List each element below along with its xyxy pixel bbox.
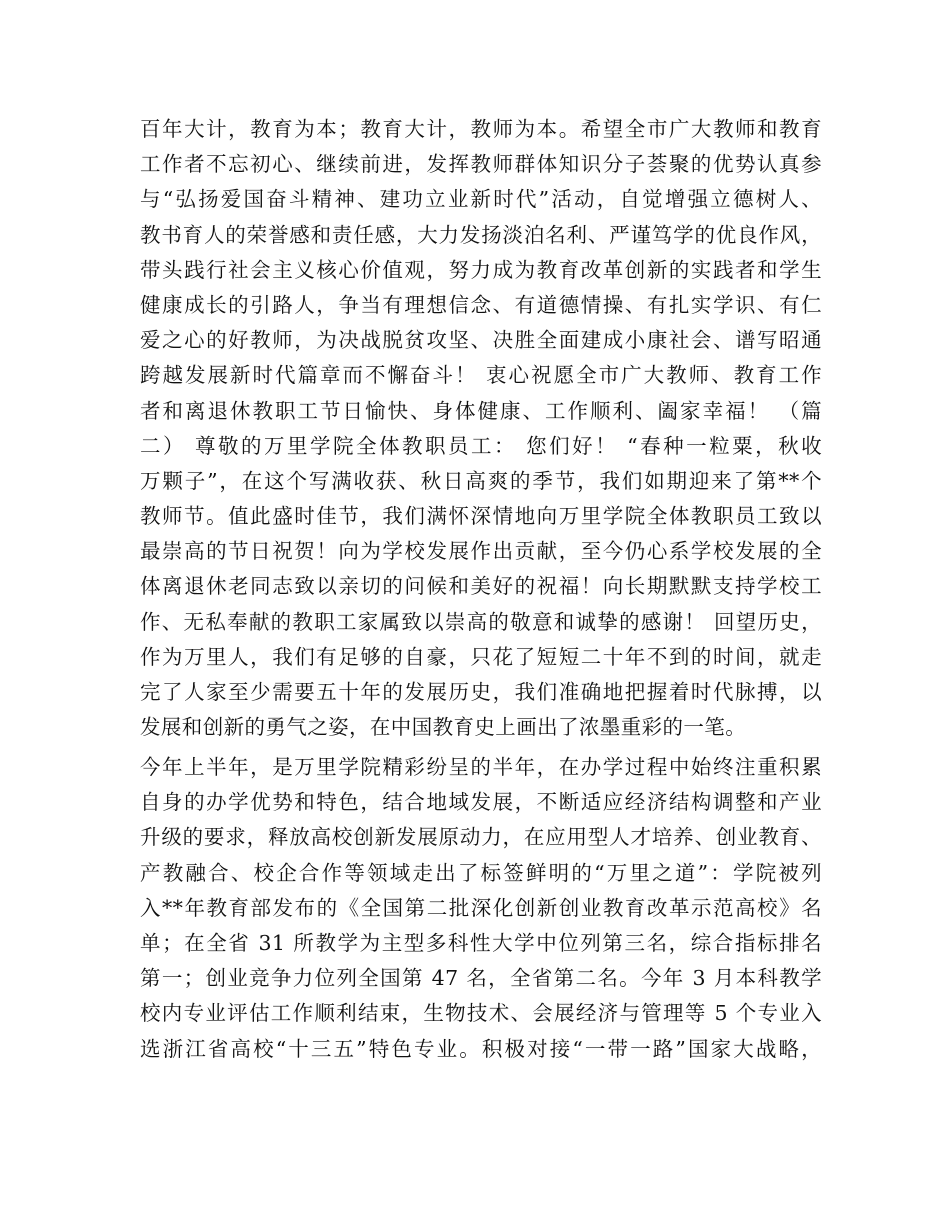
- paragraph-line: 完了人家至少需要五十年的发展历史，我们准确地把握着时代脉搏，以: [140, 680, 822, 704]
- paragraph-line: 作为万里人，我们有足够的自豪，只花了短短二十年不到的时间，就走: [140, 644, 822, 669]
- paragraph-line: 第一；创业竞争力位列全国第 47 名，全省第二名。今年 3 月本科教学: [140, 966, 822, 991]
- paragraph-line: 爱之心的好教师，为决战脱贫攻坚、决胜全面建成小康社会、谱写昭通: [140, 328, 822, 353]
- paragraph-line: 万颗子”，在这个写满收获、秋日高爽的季节，我们如期迎来了第**个: [140, 468, 822, 493]
- paragraph-line: 今年上半年，是万里学院精彩纷呈的半年，在办学过程中始终注重积累: [140, 755, 822, 779]
- paragraph-line: 入**年教育部发布的《全国第二批深化创新创业教育改革示范高校》名: [140, 895, 822, 920]
- paragraph-line: 带头践行社会主义核心价值观，努力成为教育改革创新的实践者和学生: [140, 257, 822, 282]
- paragraph-line: 自身的办学优势和特色，结合地域发展，不断适应经济结构调整和产业: [140, 790, 822, 815]
- paragraph-line: 升级的要求，释放高校创新发展原动力，在应用型人才培养、创业教育、: [140, 825, 822, 850]
- paragraph-line: 最崇高的节日祝贺！向为学校发展作出贡献，至今仍心系学校发展的全: [140, 539, 822, 564]
- paragraph-line: 跨越发展新时代篇章而不懈奋斗！ 衷心祝愿全市广大教师、教育工作: [140, 363, 822, 388]
- paragraph-line: 选浙江省高校“十三五”特色专业。积极对接“一带一路”国家大战略，: [140, 1036, 822, 1061]
- paragraph-line: 体离退休老同志致以亲切的问候和美好的祝福！向长期默默支持学校工: [140, 574, 822, 599]
- paragraph-line: 二） 尊敬的万里学院全体教职员工： 您们好！ “春种一粒粟，秋收: [140, 433, 822, 458]
- paragraph-line: 者和离退休教职工节日愉快、身体健康、工作顺利、阖家幸福！ （篇: [140, 398, 822, 423]
- paragraph-line-last: 发展和创新的勇气之姿，在中国教育史上画出了浓墨重彩的一笔。: [140, 715, 747, 740]
- paragraph-line: 教书育人的荣誉感和责任感，大力发扬淡泊名利、严谨笃学的优良作风，: [140, 222, 822, 247]
- paragraph-line: 单；在全省 31 所教学为主型多科性大学中位列第三名，综合指标排名: [140, 930, 822, 955]
- paragraph-line: 与“弘扬爱国奋斗精神、建功立业新时代”活动，自觉增强立德树人、: [140, 187, 822, 212]
- paragraph-line: 校内专业评估工作顺利结束，生物技术、会展经济与管理等 5 个专业入: [140, 1001, 822, 1026]
- paragraph-line: 产教融合、校企合作等领域走出了标签鲜明的“万里之道”：学院被列: [140, 860, 822, 885]
- paragraph-line: 百年大计，教育为本；教育大计，教师为本。希望全市广大教师和教育: [140, 117, 822, 141]
- paragraph-1: [140, 112, 822, 745]
- paragraph-2: [140, 750, 822, 1067]
- paragraph-line: 健康成长的引路人，争当有理想信念、有道德情操、有扎实学识、有仁: [140, 292, 822, 317]
- paragraph-line: 工作者不忘初心、继续前进，发挥教师群体知识分子荟聚的优势认真参: [140, 152, 822, 177]
- paragraph-line: 教师节。值此盛时佳节，我们满怀深情地向万里学院全体教职员工致以: [140, 504, 822, 529]
- paragraph-line: 作、无私奉献的教职工家属致以崇高的敬意和诚挚的感谢！ 回望历史，: [140, 609, 822, 634]
